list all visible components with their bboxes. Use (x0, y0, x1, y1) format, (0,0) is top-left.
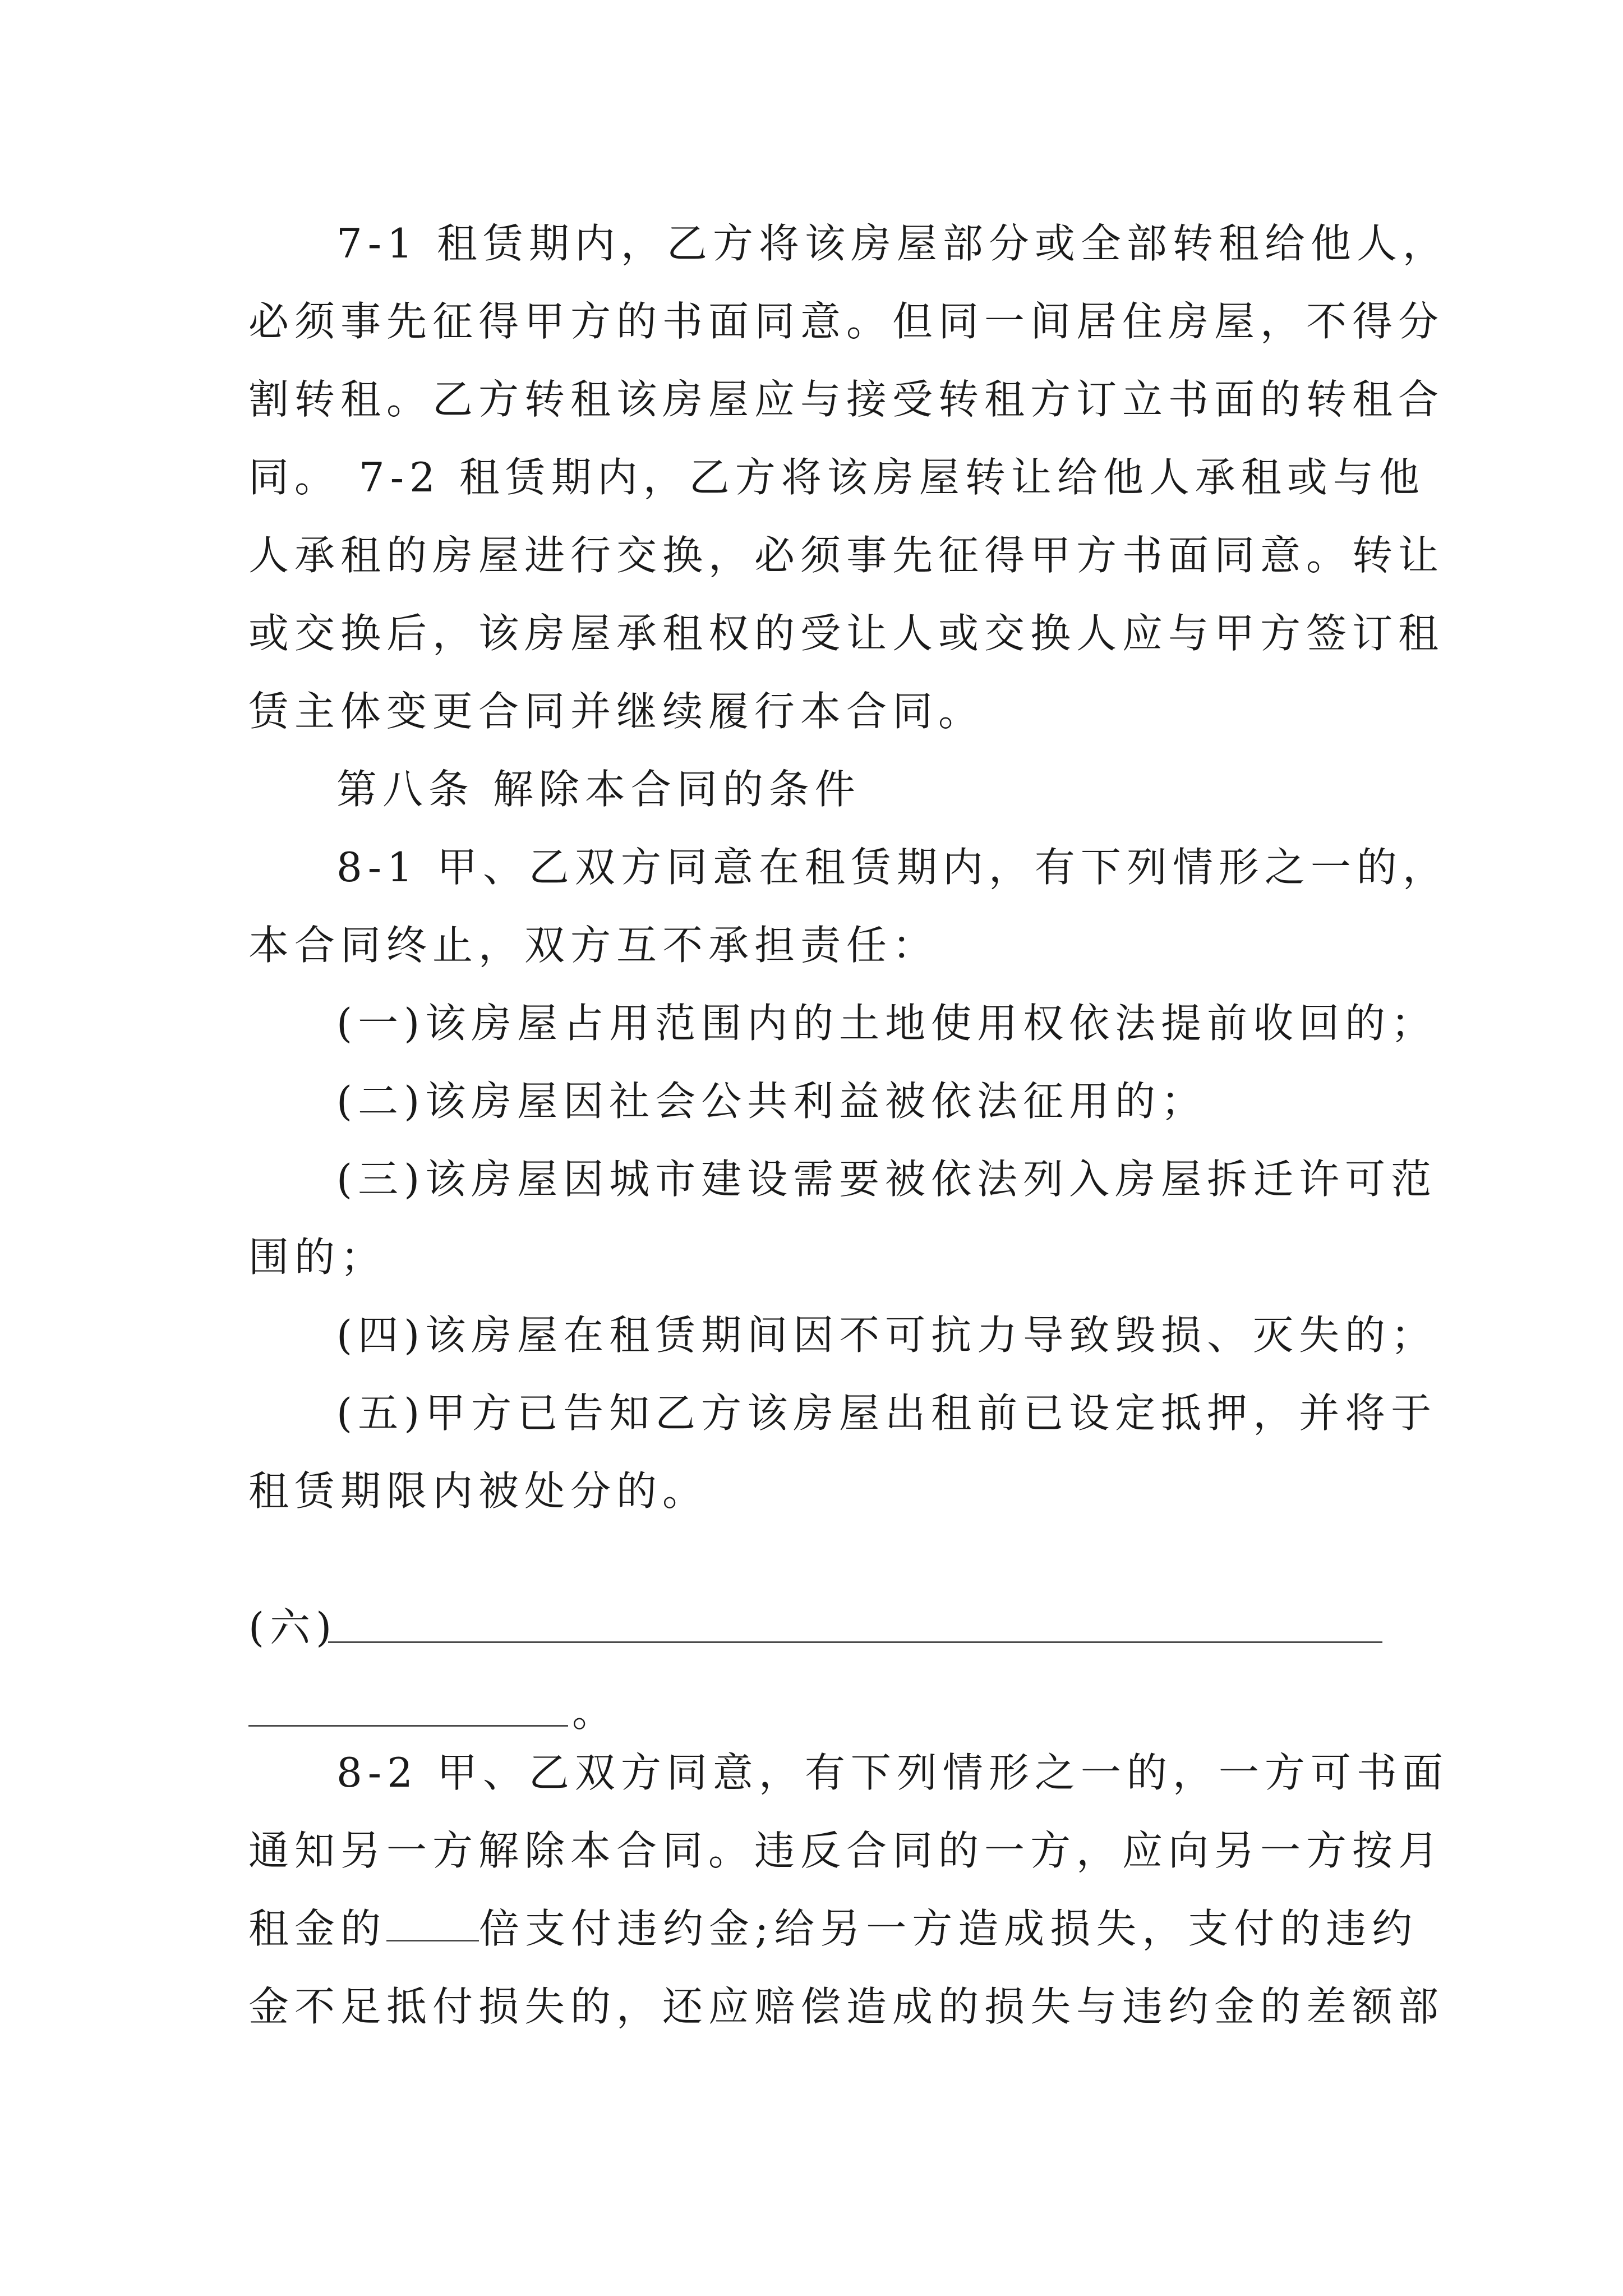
item-3-line-1: (三)该房屋因城市建设需要被依法列入房屋拆迁许可范 (336, 1156, 1437, 1203)
article-8-heading: 第八条 解除本合同的条件 (336, 766, 861, 813)
clause-7-1-line-1: 7-1 租赁期内，乙方将该房屋部分或全部转租给他人， (336, 220, 1449, 267)
item-2: (二)该房屋因社会公共利益被依法征用的； (336, 1078, 1207, 1125)
clause-8-2-line-4: 金不足抵付损失的，还应赔偿造成的损失与违约金的差额部 (248, 1983, 1445, 2030)
clause-7-2-line-4: 赁主体变更合同并继续履行本合同。 (248, 688, 985, 735)
item-6-period: 。 (572, 1688, 619, 1736)
clause-7-2-line-1: 同。 7-2 租赁期内，乙方将该房屋转让给他人承租或与他 (248, 454, 1425, 501)
item-1: (一)该房屋占用范围内的土地使用权依法提前收回的； (336, 1000, 1437, 1047)
clause-8-2-line-3-start: 租金的 (248, 1905, 387, 1952)
penalty-multiplier-blank (386, 1940, 479, 1941)
clause-8-2-line-3 (248, 1905, 1418, 1952)
item-6-blank-line-continued (248, 1725, 568, 1727)
item-5-line-1: (五)甲方已告知乙方该房屋出租前已设定抵押，并将于 (336, 1389, 1437, 1437)
clause-7-1-line-2: 必须事先征得甲方的书面同意。但同一间居住房屋，不得分 (248, 298, 1445, 345)
clause-8-2-line-1: 8-2 甲、乙双方同意，有下列情形之一的，一方可书面 (336, 1749, 1449, 1796)
item-5-line-2: 租赁期限内被处分的。 (248, 1467, 709, 1515)
item-6-label: (六) (248, 1604, 338, 1651)
clause-8-1-line-2: 本合同终止，双方互不承担责任： (248, 922, 939, 969)
clause-8-1-line-1: 8-1 甲、乙双方同意在租赁期内，有下列情形之一的， (336, 844, 1449, 891)
clause-8-2-line-3-end: 倍支付违约金;给另一方造成损失，支付的违约 (479, 1905, 1418, 1952)
clause-7-2-line-3: 或交换后，该房屋承租权的受让人或交换人应与甲方签订租 (248, 610, 1445, 657)
clause-8-2-line-2: 通知另一方解除本合同。违反合同的一方，应向另一方按月 (248, 1827, 1445, 1874)
item-6-blank-line (328, 1641, 1382, 1643)
clause-7-2-line-2: 人承租的房屋进行交换，必须事先征得甲方书面同意。转让 (248, 532, 1445, 579)
clause-7-1-line-3: 割转租。乙方转租该房屋应与接受转租方订立书面的转租合 (248, 376, 1445, 423)
item-3-line-2: 围的； (248, 1234, 387, 1281)
item-4: (四)该房屋在租赁期间因不可抗力导致毁损、灭失的； (336, 1312, 1437, 1359)
